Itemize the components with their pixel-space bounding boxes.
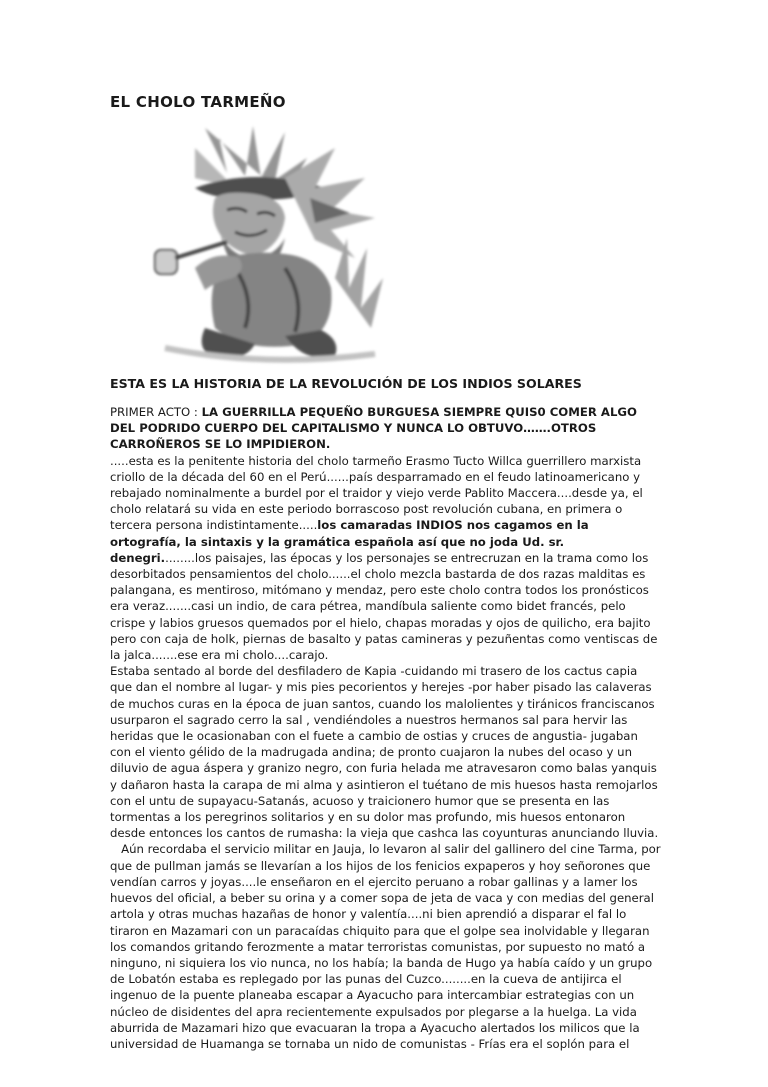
paragraph-3-text: Aún recordaba el servicio militar en Jauja, lo levaron al salir del gallinero del cine Tarma, por que de pullman jamás se llevarían a los hijos de los fenicios expaperos y hoy señorones que vendían carros y joyas....le enseñaron en el ejercito peruano a robar gallinas y a lamer los huevos del oficial, a beber su orina y a comer sopa de jeta de vaca y con medias del general artola y otras muchas hazañas de honor y valentía....ni bien aprendió a disparar el fal lo tiraron en Mazamari con un paracaídas chiquito para que el golpe sea inolvidable y llegaran los comandos gritando ferozmente a matar terroristas comunistas, por supuesto no mató a ninguno, ni siquiera los vio nunca, no los había; la banda de Hugo ya había caído y un grupo de Lobatón estaba es replegado por las punas del Cuzco........en la cueva de antijirca el ingenuo de la puente planeaba escapar a Ayacucho para intercambiar estrategias con un núcleo de disidentes del apra recientemente expulsados por plegarse a la huelga. La vida aburrida de Mazamari hizo que evacuaran la tropa a Ayacucho alertados los milicos que la universidad de Huamanga se tornaba un nido de comunistas - Frías era el soplón para el [110,842,661,1051]
document-title: EL CHOLO TARMEÑO [110,93,286,111]
act-heading: LA GUERRILLA PEQUEÑO BURGUESA SIEMPRE QUIS0 COMER ALGO DEL PODRIDO CUERPO DEL CAPITALISMO Y NUNCA LO OBTUVO…….OTROS CARROÑEROS SE LO IMPIDIERON. [110,405,637,452]
paragraph-1-part-2: ........los paisajes, las épocas y los personajes se entrecruzan en la trama como los desorbitados pensamientos del cholo......el cholo mezcla bastarda de dos razas malditas es palangana, es mentiroso, mitómano y mendaz, pero este cholo contra todos los pronósticos era veraz.......casi un indio, de cara pétrea, mandíbula saliente como bidet francés, pelo crispe y labios gruesos quemados por el hielo, chapas moradas y ojos de quilicho, era bajito pero con caja de holk, piernas de basalto y patas camineras y pezuñentas como ventiscas de la jalca.......ese era mi cholo....carajo. [110,550,658,663]
cholo-sketch-illustration [135,118,397,374]
body-paragraph-3 [110,841,662,1052]
paragraph-1-part-1: .....esta es la penitente historia del cholo tarmeño Erasmo Tucto Willca guerrillero marxista criollo de la década del 60 en el Perú......país desparramado en el feudo latinoamericano y rebajado nominalmente a burdel por el traidor y viejo verde Pablito Maccera....desde ya, el cholo relatará su vida en este periodo borrascoso post revolución cubana, en primera o tercera persona indistintamente..... [110,453,643,533]
document-subtitle: ESTA ES LA HISTORIA DE LA REVOLUCIÓN DE LOS INDIOS SOLARES [110,376,582,391]
body-paragraph-2: Estaba sentado al borde del desfiladero de Kapia -cuidando mi trasero de los cactus capia que dan el nombre al lugar- y mis pies pecorientos y herejes -por haber pisado las calaveras de muchos curas en la época de juan santos, cuando los malolientes y tiránicos franciscanos usurparon el sagrado cerro la sal , vendiéndoles a nuestros hermanos sal para hervir las heridas que le ocasionaban con el fuete a cambio de ostias y cruces de angustia- jugaban con el viento gélido de la madrugada andina; de pronto cuajaron la nubes del ocaso y un diluvio de agua áspera y granizo negro, con furia helada me atravesaron como balas yanquis y dañaron hasta la carapa de mi alma y asintieron el tuétano de mis huesos hasta remojarlos con el untu de supayacu-Satanás, acuoso y traicionero humor que se presenta en las tormentas a los peregrinos solitarios y en su dolor mas profundo, mis huesos entonaron desde entonces los cantos de rumasha: la vieja que cashca las coyunturas anunciando lluvia. [110,664,659,841]
act-label: PRIMER ACTO : [110,405,202,419]
act-paragraph [110,404,662,453]
cholo-sketch-svg [135,118,397,374]
document-body [110,404,662,1052]
body-paragraph-1 [110,453,662,664]
paragraph-1-bold: los camaradas INDIOS nos cagamos en la ortografía, la sintaxis y la gramática española así que no joda Ud. sr. denegri. [110,518,589,565]
